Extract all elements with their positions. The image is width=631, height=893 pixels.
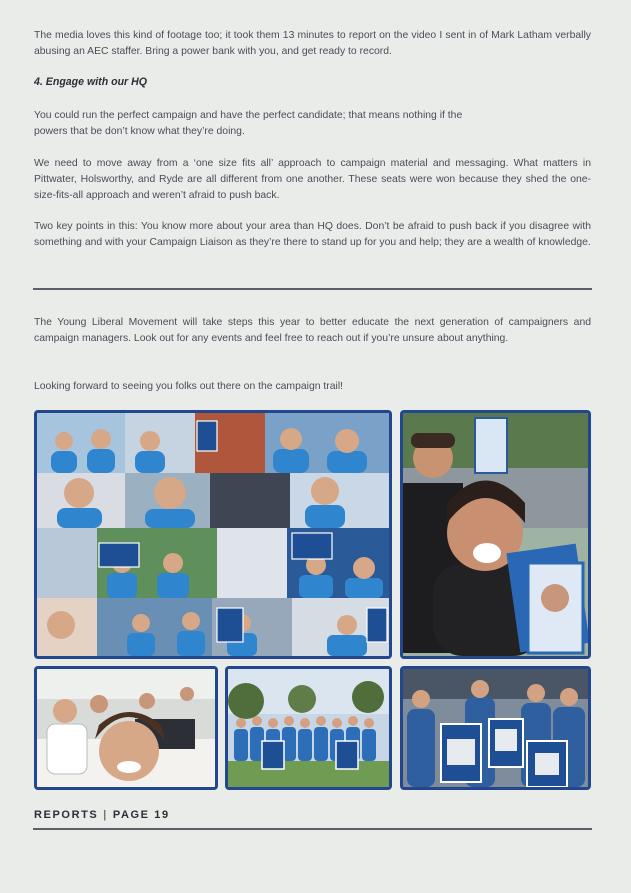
campaign-collage-photo [34, 410, 392, 659]
paragraph-one-size-fits-all: We need to move away from a ‘one size fits all’ approach to campaign material and messaging. What matters in Pittwater, Holsworthy, and Ryde are all different from one another. These seats were won because they shed the one-size-fits-all approach and weren’t afraid to push back. [34, 158, 591, 201]
group-image [228, 669, 389, 787]
paragraph-media-footage: The media loves this kind of footage too; it took them 13 minutes to report on the video I sent in of Mark Latham verbally abusing an AEC staffer. Bring a power bank with you, and get ready to record. [34, 30, 591, 57]
paragraph-perfect-campaign-line1: You could run the perfect campaign and have the perfect candidate; that means nothing if the [34, 110, 463, 121]
paragraph-young-liberal-movement: The Young Liberal Movement will take steps this year to better educate the next generation of campaigners and campaign managers. Look out for any events and feel free to reach out if you’re unsure about anything. [34, 317, 591, 344]
footer-section: REPORTS [34, 809, 99, 821]
paragraph-closing: Looking forward to seeing you folks out there on the campaign trail! [34, 381, 344, 392]
selfie-image [403, 413, 588, 656]
signs-image [403, 669, 588, 787]
footer-separator: | [103, 809, 108, 821]
section-divider [33, 288, 592, 290]
selfie-with-flyers-photo [400, 410, 591, 659]
footer-page-number: PAGE 19 [112, 809, 170, 821]
group-outdoor-photo [225, 666, 392, 790]
section-heading-engage-hq: 4. Engage with our HQ [34, 76, 148, 88]
footer-rule [33, 828, 592, 830]
phone-banking-photo [34, 666, 218, 790]
paragraph-key-points: Two key points in this: You know more about your area than HQ does. Don’t be afraid to push back if you disagree with something and with your Campaign Liaison as they’re there to stand up for you and help; they are a wealth of knowledge. [34, 221, 591, 248]
paragraph-perfect-campaign-line2: powers that be don’t know what they’re doing. [34, 126, 245, 137]
office-image [37, 669, 215, 787]
collage-image [37, 413, 389, 656]
volunteers-with-signs-photo [400, 666, 591, 790]
page-footer [34, 809, 170, 821]
